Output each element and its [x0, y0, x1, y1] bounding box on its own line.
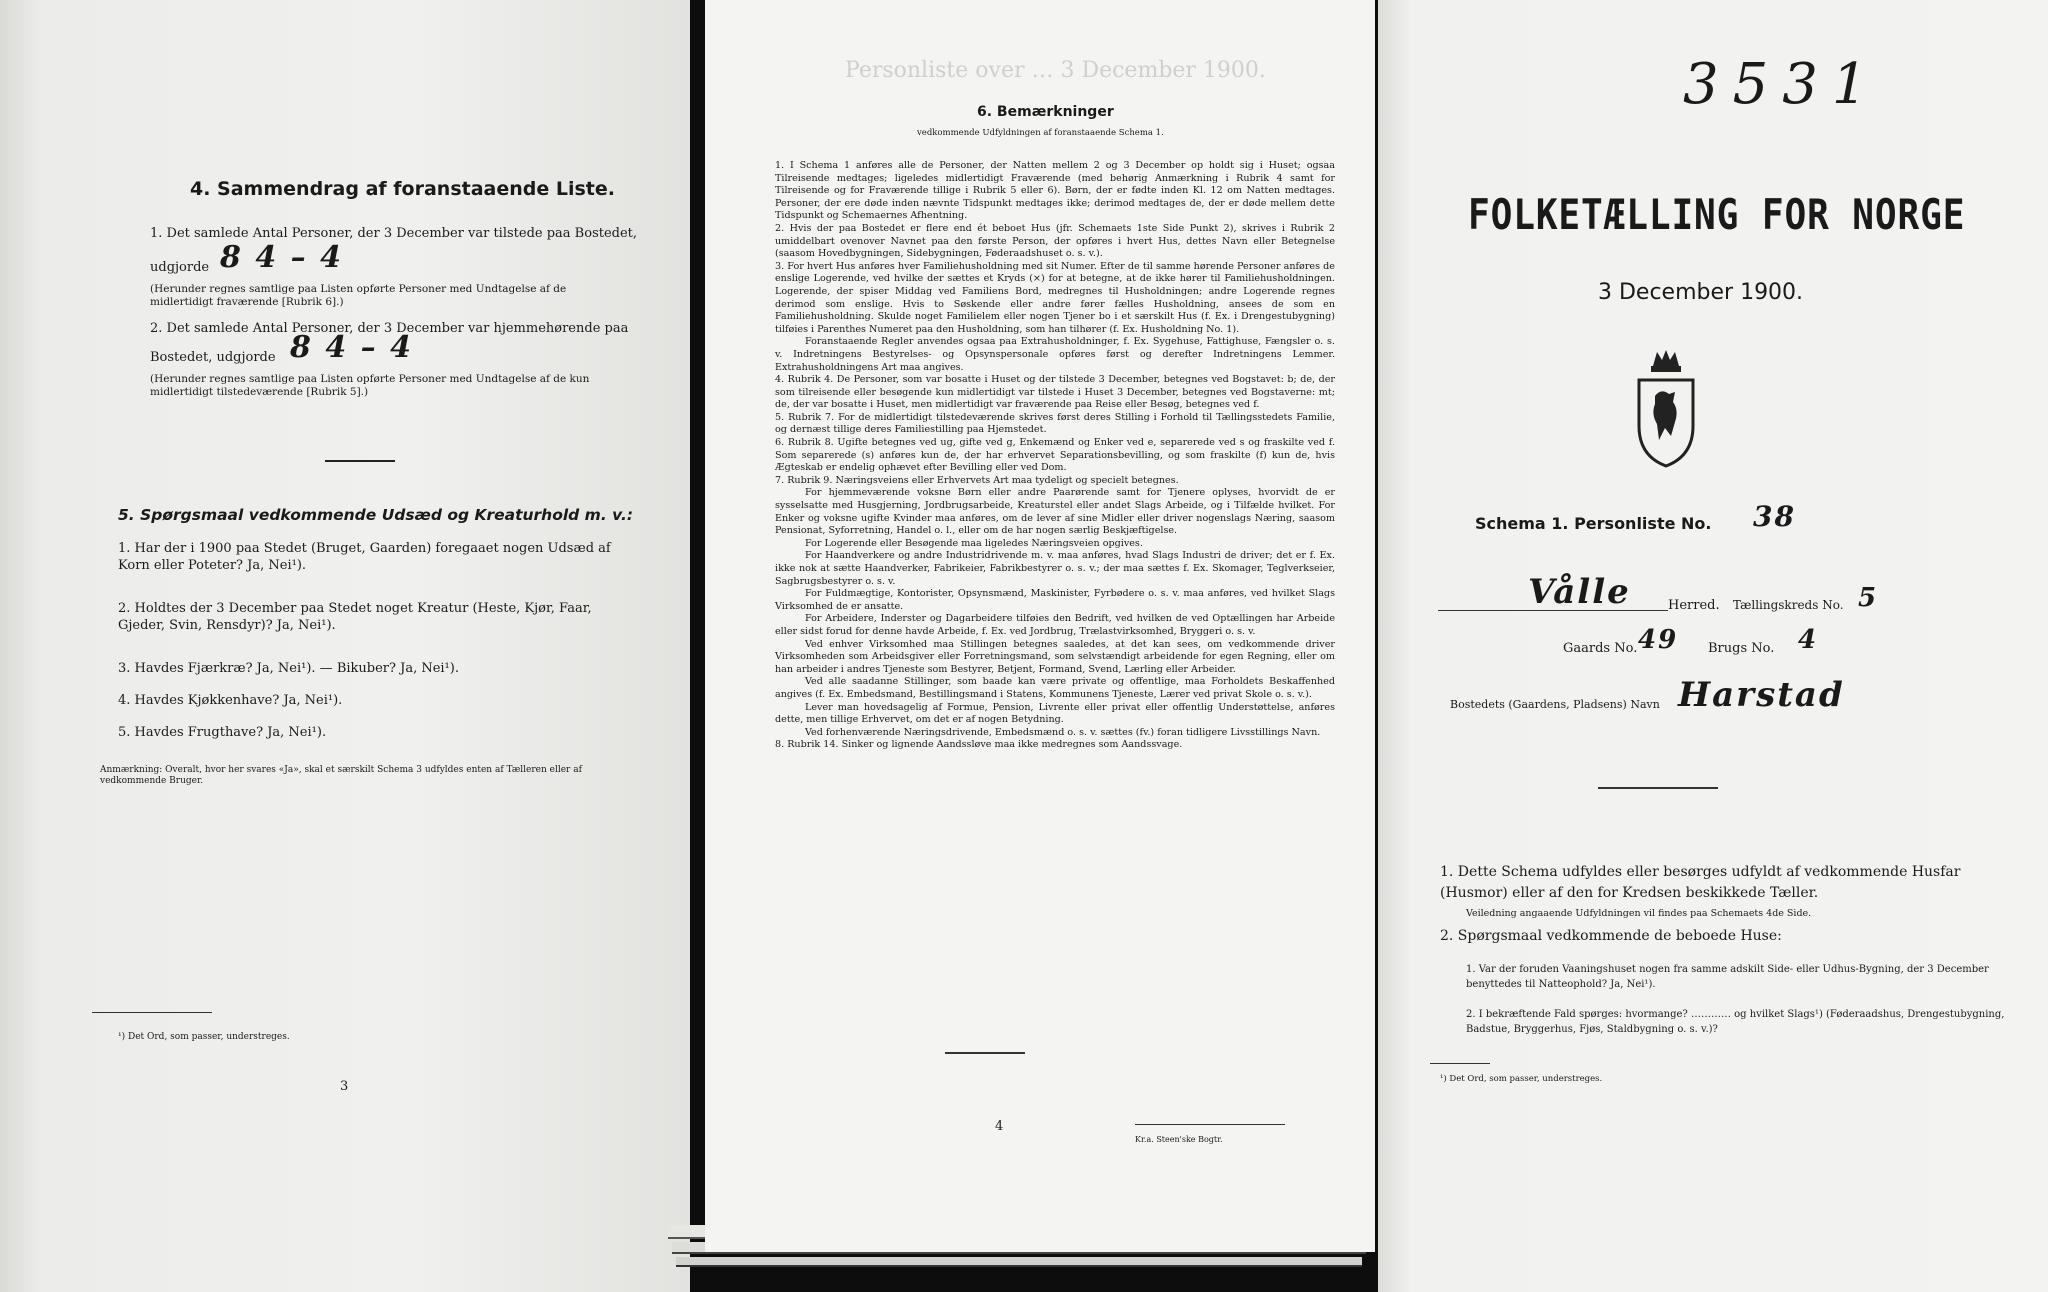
printer-imprint: Kr.a. Steen'ske Bogtr.: [1135, 1135, 1223, 1144]
remark-paragraph: For Arbeidere, Inderster og Dagarbeidere tilføies den Bedrift, ved hvilken de ved Optællingen har Arbeide eller sidst forud for denne havde Arbeide, f. Ex. ved Jordbrug, Trælastvirksomhed, Bryggeri o. s. v.: [775, 613, 1335, 637]
kreds-label: Tællingskreds No.: [1733, 598, 1844, 612]
right-page: [1378, 0, 2048, 1292]
section4-title: 4. Sammendrag af foranstaaende Liste.: [190, 178, 615, 200]
remark-paragraph: Ved enhver Virksomhed maa Stillingen betegnes saaledes, at det kan sees, om vedkommende driver Virksomheden som Arbeidsgiver eller Forretningsmand, som selvstændigt arbeidende for egen Regning, eller om han arbeider i andres Tjeneste som Bestyrer, Betjent, Formand, Svend, Lærling eller Arbeider.: [775, 638, 1335, 675]
remark-paragraph: For Fuldmægtige, Kontorister, Opsynsmænd, Maskinister, Fyrbødere o. s. v. maa anføres, ved hvilket Slags Virksomhed de er ansatte.: [775, 588, 1335, 612]
remark-paragraph: Ved alle saadanne Stillinger, som baade kan være private og offentlige, maa Forholdets Beskaffenhed angives (f. Ex. Embedsmand, Bestillingsmand i Statens, Kommunens Tjeneste, Lærer ved privat Skole o. s. v.).: [775, 676, 1335, 700]
remark-paragraph: 3. For hvert Hus anføres hver Familiehusholdning med sit Numer. Efter de til samme hørende Personer anføres de enslige Logerende, ved hvilke der sættes et Kryds (×) for at betegne, at de ikke hører til Familiehusholdningen. Logerende, der spiser Middag ved Familiens Bord, medregnes til Husholdningen; andre Logerende regnes derimod som enslige. Hvis to Søskende eller andre fører fælles Husholdning, ansees de som en Familiehusholdning. Skulde noget Familielem eller nogen Tjener bo i et særskilt Hus (f. Ex. i Drengestubygning) tilføies i Parenthes Numeret paa den Husholdning, som han tilhører (f. Ex. Husholdning No. 1).: [775, 260, 1335, 335]
question-5: 5. Havdes Frugthave? Ja, Nei¹).: [118, 725, 327, 740]
question-4: 4. Havdes Kjøkkenhave? Ja, Nei¹).: [118, 693, 343, 708]
summary-item-1: 1. Det samlede Antal Personer, der 3 December var tilstede paa Bostedet,: [150, 226, 638, 241]
instruction-1-note: Veiledning angaaende Udfyldningen vil findes paa Schemaets 4de Side.: [1466, 908, 1812, 919]
footnote: ¹) Det Ord, som passer, understreges.: [118, 1032, 290, 1042]
summary-item-1-label: udgjorde: [150, 260, 210, 275]
remark-paragraph: For Haandverkere og andre Industridrivende m. v. maa anføres, hvad Slags Industri de driver; det er f. Ex. ikke nok at sætte Haandverker, Fabrikeier, Fabrikbestyrer o. s. v.; der maa sættes f. Ex. Skomager, Teglverkseier, Sagbrugsbestyrer o. s. v.: [775, 550, 1335, 587]
remark-paragraph: 4. Rubrik 4. De Personer, som var bosatte i Huset og der tilstede 3 December, betegnes ved Bogstavet: b; de, der som tilreisende eller besøgende kun midlertidigt var tilstede i Huset 3 December, betegnes ved Bogstaverne: mt; de, der var bosatte i Huset, men midlertidigt var fraværende paa Reise eller Besøg, betegnes ved f.: [775, 374, 1335, 411]
remark-paragraph: 6. Rubrik 8. Ugifte betegnes ved ug, gifte ved g, Enkemænd og Enker ved e, separerede ved s og fraskilte ved f. Som separerede (s) anføres kun de, der har erhvervet Separationsbevilling, og som fraskilte (f) kun de, hvis Ægteskab er endelig ophævet efter Bevilling eller ved Dom.: [775, 437, 1335, 474]
middle-page: [705, 0, 1375, 1252]
remark: Anmærkning: Overalt, hvor her svares «Ja», skal et særskilt Schema 3 udfyldes enten af Tælleren eller af vedkommende Bruger.: [100, 765, 582, 786]
gaards-label: Gaards No.: [1563, 641, 1638, 656]
summary-item-2-handwritten: 8 4 – 4: [290, 330, 413, 365]
remarks-subtitle: vedkommende Udfyldningen af foranstaaende Schema 1.: [917, 128, 1164, 138]
divider: [945, 1052, 1025, 1054]
question-3: 3. Havdes Fjærkræ? Ja, Nei¹). — Bikuber? Ja, Nei¹).: [118, 661, 459, 676]
footnote: ¹) Det Ord, som passer, understreges.: [1440, 1074, 1603, 1084]
page-edge: [676, 1257, 1362, 1267]
page-number: 3: [340, 1079, 349, 1094]
remark-paragraph: 1. I Schema 1 anføres alle de Personer, der Natten mellem 2 og 3 December op holdt sig i Huset; ogsaa Tilreisende medtages; ligeledes midlertidigt Fraværende (med behørig Anmærkning i Rubrik 4 samt for Tilreisende og for Fraværende tillige i Rubrik 5 eller 6). Børn, der er fødte inden Kl. 12 om Natten medtages. Personer, der ere døde inden nævnte Tidspunkt medtages ikke; derimod medtages de, der er døde mellem dette Tidspunkt og Schemaernes Afhentning.: [775, 160, 1335, 222]
herred-label: Herred.: [1668, 598, 1720, 613]
personliste-number-handwritten: 38: [1753, 500, 1796, 533]
bosted-handwritten: Harstad: [1678, 675, 1845, 715]
summary-item-2-note: (Herunder regnes samtlige paa Listen opførte Personer med Undtagelse af de kun midlertidigt tilstedeværende [Rubrik 5].): [150, 373, 590, 398]
summary-item-1-handwritten: 8 4 – 4: [220, 240, 343, 275]
census-date: 3 December 1900.: [1598, 280, 1804, 305]
footnote-rule: [92, 1012, 212, 1013]
instruction-2-1: 1. Var der foruden Vaaningshuset nogen fra samme adskilt Side- eller Udhus-Bygning, der 3 December benyttedes til Natteophold? Ja, Nei¹).: [1466, 964, 1989, 990]
schema-label: Schema 1. Personliste No.: [1475, 514, 1712, 533]
gaards-number-handwritten: 49: [1638, 625, 1679, 655]
remark-paragraph: 5. Rubrik 7. For de midlertidigt tilstedeværende skrives først deres Stilling i Forhold til Tællingsstedets Familie, og dernæst tillige deres Familiestilling paa Hjemstedet.: [775, 411, 1335, 436]
question-2: 2. Holdtes der 3 December paa Stedet noget Kreatur (Heste, Kjør, Faar, Gjeder, Svin, Rensdyr)? Ja, Nei¹).: [118, 601, 592, 633]
page-number: 4: [995, 1119, 1004, 1134]
summary-item-1-note: (Herunder regnes samtlige paa Listen opførte Personer med Undtagelse af de midlertidigt fraværende [Rubrik 6].): [150, 283, 567, 308]
remark-paragraph: For hjemmeværende voksne Børn eller andre Paarørende samt for Tjenere oplyses, hvorvidt de er sysselsatte med Husgjerning, Jordbrugsarbeide, Kreaturstel eller andet Slags Arbeide, og i Tilfælde hvilket. For Enker og voksne ugifte Kvinder maa anføres, om de lever af sine Midler eller driver nogenslags Næring, saasom Pensionat, Syforretning, Handel o. l., eller om de har nogen særlig Beskjæftigelse.: [775, 487, 1335, 537]
instruction-1: 1. Dette Schema udfyldes eller besørges udfyldt af vedkommende Husfar (Husmor) eller af den for Kredsen beskikkede Tæller.: [1440, 864, 1961, 901]
coat-of-arms-icon: [1631, 348, 1701, 470]
question-1: 1. Har der i 1900 paa Stedet (Bruget, Gaarden) foregaaet nogen Udsæd af Korn eller Poteter? Ja, Nei¹).: [118, 541, 611, 573]
brugs-label: Brugs No.: [1708, 641, 1775, 656]
brugs-number-handwritten: 4: [1798, 625, 1819, 655]
ornament-divider: [1598, 787, 1718, 789]
kreds-number-handwritten: 5: [1858, 583, 1879, 613]
left-page: [0, 0, 690, 1292]
summary-item-2: 2. Det samlede Antal Personer, der 3 December var hjemmehørende paa: [150, 321, 629, 336]
section5-title: 5. Spørgsmaal vedkommende Udsæd og Kreaturhold m. v.:: [118, 506, 634, 524]
divider: [325, 460, 395, 462]
printer-rule: [1135, 1124, 1285, 1125]
remark-paragraph: 2. Hvis der paa Bostedet er flere end ét beboet Hus (jfr. Schemaets 1ste Side Punkt 2), skrives i Rubrik 2 umiddelbart ovenover Navnet paa den første Person, der opføres i hvert Hus, dettes Navn eller Betegnelse (saasom Hovedbygningen, Sidebygningen, Føderaadshuset o. s. v.).: [775, 222, 1335, 260]
bleed-through-heading: Personliste over … 3 December 1900.: [845, 58, 1266, 83]
remark-paragraph: 8. Rubrik 14. Sinker og lignende Aandssløve maa ikke medregnes som Aandssvage.: [775, 739, 1183, 751]
herred-handwritten: Vålle: [1528, 572, 1631, 612]
remark-paragraph: 7. Rubrik 9. Næringsveiens eller Erhvervets Art maa tydeligt og specielt betegnes.: [775, 474, 1179, 486]
remark-paragraph: Ved forhenværende Næringsdrivende, Embedsmænd o. s. v. sættes (fv.) foran tidligere Livsstillings Navn.: [805, 726, 1321, 738]
remark-paragraph: Lever man hovedsagelig af Formue, Pension, Livrente eller privat eller offentlig Understøttelse, anføres dette, men tillige Erhvervet, om det er af nogen Betydning.: [775, 701, 1335, 726]
remark-paragraph: Foranstaaende Regler anvendes ogsaa paa Extrahusholdninger, f. Ex. Sygehuse, Fattighuse, Fængsler o. s. v. Indretningens Bestyrelses- og Opsynspersonale opføres først og derefter Indretningens Lemmer. Extrahusholdningens Art maa angives.: [775, 336, 1335, 373]
bosted-label: Bostedets (Gaardens, Pladsens) Navn: [1450, 698, 1660, 711]
document-title: FOLKETÆLLING FOR NORGE: [1468, 190, 1966, 239]
remarks-title: 6. Bemærkninger: [977, 104, 1114, 120]
remark-paragraph: For Logerende eller Besøgende maa ligeledes Næringsveien opgives.: [805, 537, 1143, 549]
footnote-rule: [1430, 1063, 1490, 1064]
instruction-2-2: 2. I bekræftende Fald spørges: hvormange? ………… og hvilket Slags¹) (Føderaadshus, Drengestubygning, Badstue, Bryggerhus, Fjøs, Staldbygning o. s. v.)?: [1466, 1009, 2005, 1035]
summary-item-2-label: Bostedet, udgjorde: [150, 350, 276, 365]
remarks-body: [775, 160, 1335, 752]
instruction-2: 2. Spørgsmaal vedkommende de beboede Huse:: [1440, 928, 1782, 944]
archive-number-handwritten: 3531: [1683, 52, 1882, 117]
